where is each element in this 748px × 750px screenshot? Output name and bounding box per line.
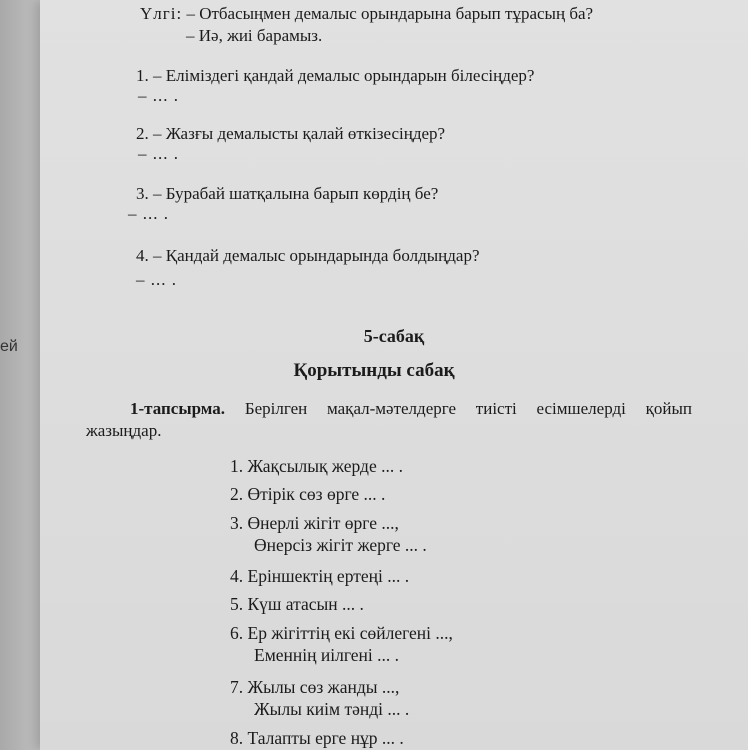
- answer-blank: – ... .: [136, 270, 177, 289]
- proverb-line: 2. Өтірік сөз өрге ... .: [230, 484, 386, 504]
- task-1: [86, 398, 692, 442]
- proverb-8: [230, 728, 404, 749]
- answer-blank: – ... .: [138, 144, 179, 163]
- proverb-line: 6. Ер жігіттің екі сөйлегені ...,: [230, 623, 453, 643]
- proverb-line: Еменнің иілгені ... .: [254, 645, 400, 665]
- proverb-7: [230, 676, 409, 720]
- lesson-title: Қорытынды сабақ: [293, 360, 455, 381]
- example-label: Үлгі:: [140, 4, 183, 23]
- question-text: – Бурабай шатқалына барып көрдің бе?: [153, 184, 439, 203]
- lesson-number: 5-сабақ: [363, 326, 425, 346]
- question-2: [136, 124, 445, 144]
- proverb-line: 8. Талапты ерге нұр ... .: [230, 728, 404, 748]
- question-1: [136, 66, 534, 86]
- example-question-line: [140, 4, 593, 24]
- question-text: – Еліміздегі қандай демалыс орындарын білесіңдер?: [153, 66, 535, 85]
- question-text: – Жазғы демалысты қалай өткізесіңдер?: [153, 124, 446, 143]
- margin-text: ей: [0, 338, 18, 355]
- proverb-line: Жылы киім тәнді ... .: [254, 699, 410, 719]
- proverb-line: 3. Өнерлі жігіт өрге ...,: [230, 513, 399, 533]
- question-text: – Қандай демалыс орындарында болдыңдар?: [153, 246, 480, 265]
- proverb-5: [230, 594, 364, 615]
- proverb-1: [230, 456, 403, 477]
- proverb-line: 1. Жақсылық жерде ... .: [230, 456, 403, 476]
- question-3: [136, 184, 438, 204]
- proverb-6: [230, 622, 453, 666]
- question-number: 3.: [136, 184, 149, 203]
- task-text: Берілген мақал-мәтелдерге тиісті есімшелерді қойып жазыңдар.: [86, 399, 692, 440]
- task-label: 1-тапсырма.: [130, 399, 226, 418]
- proverb-2: [230, 484, 385, 505]
- proverb-4: [230, 566, 409, 587]
- question-number: 1.: [136, 66, 149, 85]
- example-question: – Отбасыңмен демалыс орындарына барып тұрасың ба?: [186, 4, 594, 23]
- proverb-line: 4. Еріншектің ертеңі ... .: [230, 566, 410, 586]
- answer-blank: – ... .: [138, 86, 179, 105]
- question-number: 2.: [136, 124, 149, 143]
- proverb-3: [230, 512, 427, 556]
- proverb-line: 7. Жылы сөз жанды ...,: [230, 677, 400, 697]
- proverb-line: Өнерсіз жігіт жерге ... .: [254, 535, 427, 555]
- proverb-line: 5. Күш атасын ... .: [230, 594, 364, 614]
- question-number: 4.: [136, 246, 149, 265]
- question-4: [136, 246, 480, 266]
- answer-blank: – ... .: [128, 204, 169, 223]
- example-answer: – Иә, жиі барамыз.: [186, 26, 323, 45]
